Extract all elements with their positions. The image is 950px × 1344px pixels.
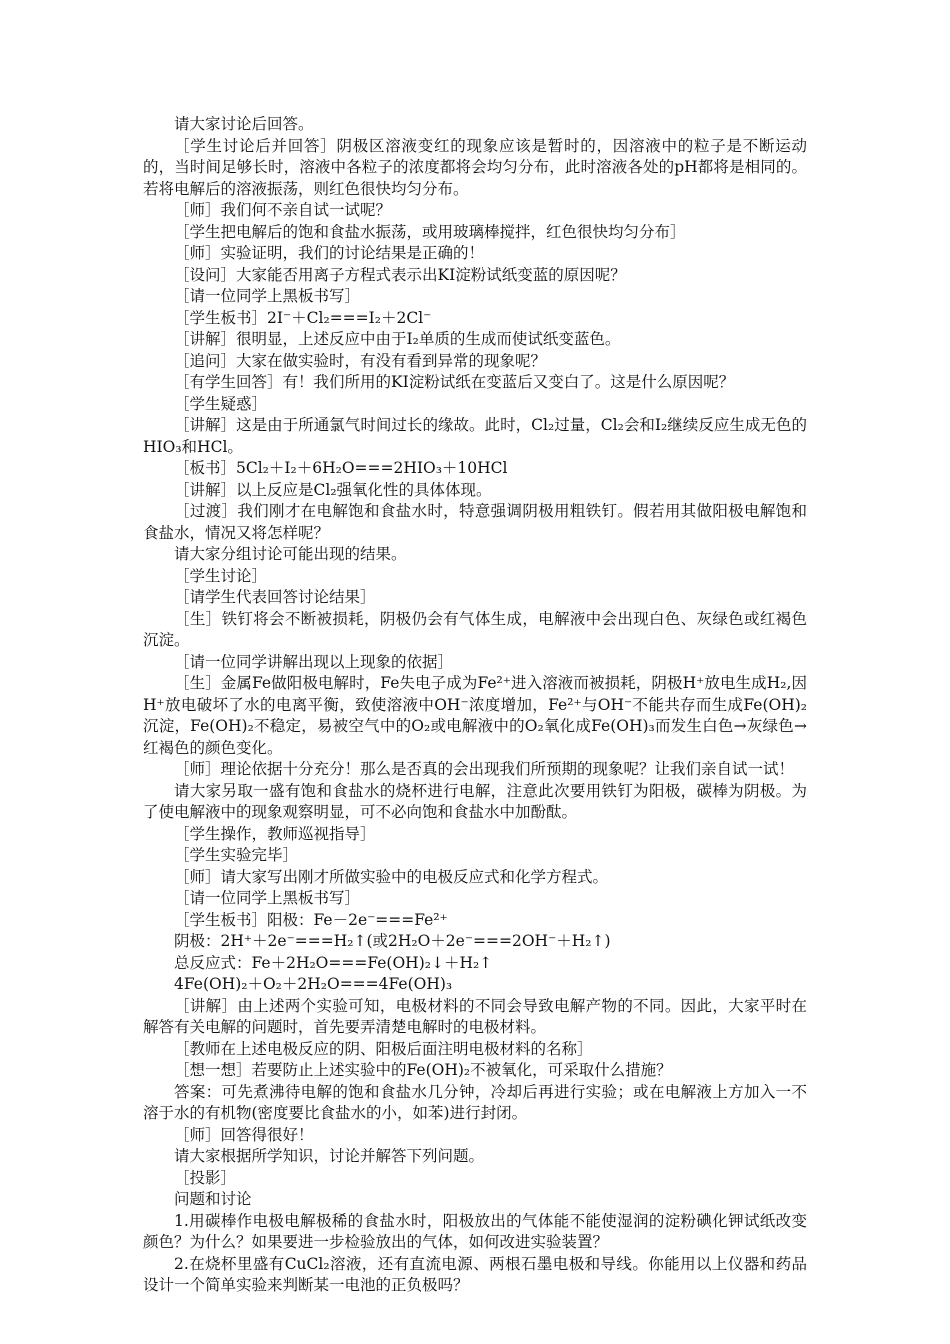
paragraph: ［师］理论依据十分充分！那么是否真的会出现我们所预期的现象呢？让我们亲自试一试！	[174, 760, 795, 778]
paragraph: 请大家根据所学知识，讨论并解答下列问题。	[174, 1147, 485, 1165]
paragraph: ［学生操作，教师巡视指导］	[174, 824, 376, 843]
paragraph: ［讲解］由上述两个实验可知，电极材料的不同会导致电解产物的不同。因此，大家平时在解答有关电解的问题时，首先要弄清楚电解时的电极材料。	[143, 996, 807, 1036]
paragraph: 4Fe(OH)₂＋O₂＋2H₂O===4Fe(OH)₃	[174, 975, 453, 993]
paragraph: ［讲解］以上反应是Cl₂强氧化性的具体体现。	[174, 480, 492, 499]
paragraph: ［想一想］若要防止上述实验中的Fe(OH)₂不被氧化，可采取什么措施？	[174, 1061, 672, 1079]
paragraph: ［有学生回答］有！我们所用的KI淀粉试纸在变蓝后又变白了。这是什么原因呢？	[174, 373, 735, 391]
document-body	[143, 114, 807, 1297]
paragraph: 请大家讨论后回答。	[174, 115, 314, 133]
paragraph: ［设问］大家能否用离子方程式表示出KI淀粉试纸变蓝的原因呢？	[174, 265, 626, 284]
paragraph: ［请一位同学上黑板书写］	[174, 287, 361, 305]
paragraph: ［过渡］我们刚才在电解饱和食盐水时，特意强调阴极用粗铁钉。假若用其做阳极电解饱和食盐水，情况又将怎样呢？	[143, 502, 807, 542]
paragraph: 2.在烧杯里盛有CuCl₂溶液，还有直流电源、两根石墨电极和导线。你能用以上仪器和药品设计一个简单实验来判断某一电池的正负极吗？	[143, 1254, 807, 1294]
paragraph: 1.用碳棒作电极电解极稀的食盐水时，阳极放出的气体能不能使湿润的淀粉碘化钾试纸改变颜色？为什么？如果要进一步检验放出的气体，如何改进实验装置？	[143, 1211, 807, 1251]
paragraph: ［讲解］这是由于所通氯气时间过长的缘故。此时，Cl₂过量，Cl₂会和I₂继续反应生成无色的HIO₃和HCl。	[143, 416, 807, 456]
paragraph: ［学生板书］2I⁻＋Cl₂===I₂＋2Cl⁻	[174, 308, 432, 327]
paragraph: ［学生板书］阳极：Fe－2e⁻===Fe²⁺	[174, 910, 448, 929]
paragraph: ［请一位同学上黑板书写］	[174, 889, 361, 907]
paragraph: ［学生讨论］	[174, 566, 268, 585]
paragraph: 总反应式：Fe＋2H₂O===Fe(OH)₂↓＋H₂↑	[174, 953, 493, 972]
paragraph: ［教师在上述电极反应的阴、阳极后面注明电极材料的名称］	[174, 1039, 593, 1058]
paragraph: ［请一位同学讲解出现以上现象的依据］	[174, 652, 454, 671]
paragraph: ［学生实验完毕］	[174, 846, 299, 864]
paragraph: ［学生把电解后的饱和食盐水振荡，或用玻璃棒搅拌，红色很快均匀分布］	[174, 222, 686, 241]
paragraph: 答案：可先煮沸待电解的饱和食盐水几分钟，冷却后再进行实验；或在电解液上方加入一不溶于水的有机物(密度要比食盐水的小，如苯)进行封闭。	[143, 1082, 807, 1122]
paragraph: ［学生疑惑］	[174, 394, 268, 413]
paragraph: 阴极：2H⁺＋2e⁻===H₂↑(或2H₂O＋2e⁻===2OH⁻＋H₂↑)	[174, 932, 611, 950]
paragraph: ［师］我们何不亲自试一试呢？	[174, 201, 392, 219]
paragraph: ［学生讨论后并回答］阴极区溶液变红的现象应该是暂时的，因溶液中的粒子是不断运动的，当时间足够长时，溶液中各粒子的浓度都将会均匀分布，此时溶液各处的pH都将是相同的。若将电解后的溶液振荡，则红色很快均匀分布。	[143, 136, 807, 198]
paragraph: ［师］请大家写出刚才所做实验中的电极反应式和化学方程式。	[174, 867, 609, 886]
paragraph: ［讲解］很明显，上述反应中由于I₂单质的生成而使试纸变蓝色。	[174, 330, 621, 348]
paragraph: 问题和讨论	[174, 1190, 252, 1208]
paragraph: ［生］金属Fe做阳极电解时，Fe失电子成为Fe²⁺进入溶液而被损耗，阴极H⁺放电生成H₂,因H⁺放电破坏了水的电离平衡，致使溶液中OH⁻浓度增加，Fe²⁺与OH⁻不能共存而生成Fe(OH)₂沉淀，Fe(OH)₂不稳定，易被空气中的O₂或电解液中的O₂氧化成Fe(OH)₃而发生白色→灰绿色→红褐色的颜色变化。	[143, 674, 807, 757]
paragraph: ［师］实验证明，我们的讨论结果是正确的！	[174, 244, 485, 262]
paragraph: ［请学生代表回答讨论结果］	[174, 588, 376, 606]
paragraph: ［生］铁钉将会不断被损耗，阴极仍会有气体生成，电解液中会出现白色、灰绿色或红褐色沉淀。	[143, 609, 807, 649]
paragraph: ［追问］大家在做实验时，有没有看到异常的现象呢？	[174, 351, 547, 370]
paragraph: 请大家分组讨论可能出现的结果。	[174, 545, 407, 563]
paragraph: ［师］回答得很好！	[174, 1125, 314, 1144]
paragraph: ［投影］	[174, 1168, 237, 1187]
paragraph: 请大家另取一盛有饱和食盐水的烧杯进行电解，注意此次要用铁钉为阳极，碳棒为阴极。为了使电解液中的现象观察明显，可不必向饱和食盐水中加酚酞。	[143, 781, 807, 821]
paragraph: ［板书］5Cl₂＋I₂＋6H₂O===2HIO₃＋10HCl	[174, 459, 508, 477]
